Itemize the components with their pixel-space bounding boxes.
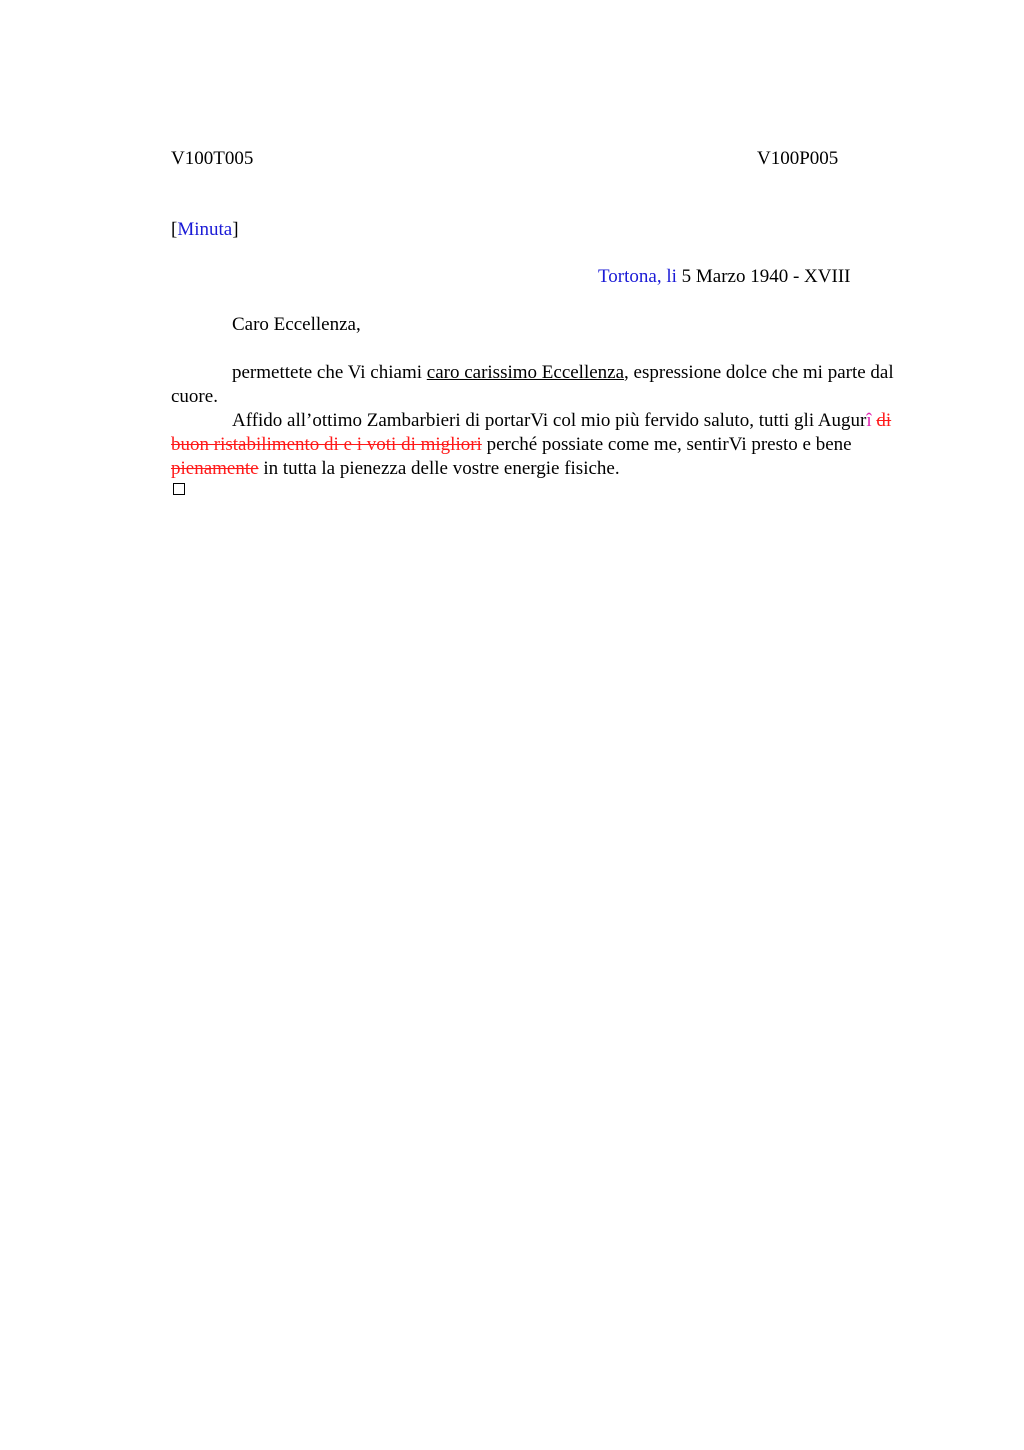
paragraph-1-before: permettete che Vi chiami: [232, 362, 427, 383]
letter-body: [171, 361, 931, 481]
dateline-place: Tortona, li: [598, 266, 677, 287]
minuta-label: [171, 219, 239, 241]
deleted-text-2: pienamente: [171, 458, 259, 479]
bracket-close: ]: [232, 219, 239, 240]
square-outline-icon: [173, 483, 185, 495]
corrected-letter: î: [866, 410, 872, 431]
paragraph-2-part-1: Affido all’ottimo Zambarbieri di portarVi col mio più fervido saluto, tutti gli Augur: [232, 410, 867, 431]
bracket-open: [: [171, 219, 178, 240]
dateline-date: 5 Marzo 1940 - XVIII: [676, 266, 851, 287]
paragraph-2: [171, 409, 931, 481]
paragraph-2-part-3: in tutta la pienezza delle vostre energie fisiche.: [258, 458, 620, 479]
deleted-text-1: di buon ristabilimento di e i voti di migliori: [171, 410, 892, 455]
document-code-right: V100P005: [757, 148, 839, 169]
document-code-left: V100T005: [171, 148, 254, 169]
paragraph-1-after: , espressione dolce che mi parte dal cuore.: [171, 362, 894, 407]
dateline: [598, 266, 850, 288]
underlined-phrase: caro carissimo Eccellenza: [426, 362, 625, 383]
minuta-text: Minuta: [177, 219, 233, 240]
paragraph-1: [171, 361, 931, 409]
salutation: Caro Eccellenza,: [232, 314, 361, 335]
paragraph-2-part-2: perché possiate come me, sentirVi presto e bene: [481, 434, 852, 455]
